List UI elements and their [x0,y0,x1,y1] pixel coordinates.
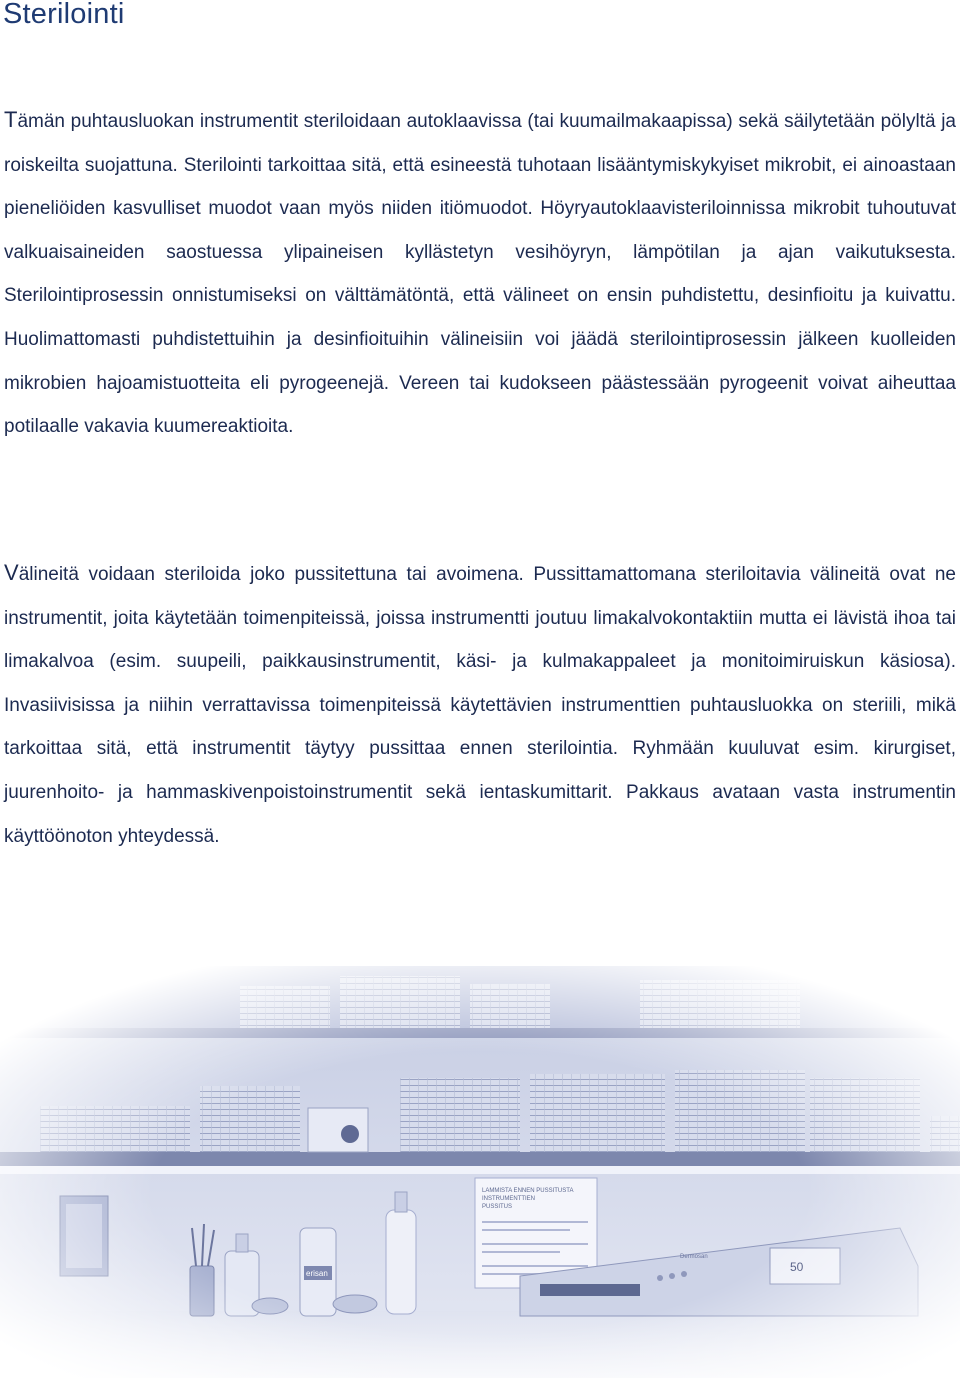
paragraph-1 [4,98,956,449]
paragraph-1-text: ämän puhtausluokan instrumentit steriloidaan autoklaavissa (tai kuumailmakaapissa) sekä säilytetään pölyltä ja roiskeilta suojattuna. Sterilointi tarkoittaa sitä, että esineestä tuhotaan lisääntymiskykyiset mikrobit, ei ainoastaan pieneliöiden kasvulliset muodot vaan myös niiden itiömuodot. Höyryautoklaavisteriloinnissa mikrobit tuhoutuvat valkuaisaineiden saostuessa ylipaineisen kyllästetyn vesihöyryn, lämpötilan ja ajan vaikutuksesta. Sterilointiprosessin onnistumiseksi on välttämätöntä, että välineet on ensin puhdistettu, desinfioitu ja kuivattu. Huolimattomasti puhdistettuihin ja desinfioituihin välineisiin voi jäädä sterilointiprosessin jälkeen kuolleiden mikrobien hajoamistuotteita eli pyrogeenejä. Vereen tai kudokseen päästessään pyrogeenit voivat aiheuttaa potilaalle vakavia kuumereaktioita. [4,111,956,438]
paragraph-2-text: älineitä voidaan steriloida joko pussitettuna tai avoimena. Pussittamattomana steriloitavia välineitä ovat ne instrumentit, joita käytetään toimenpiteissä, joissa instrumentti joutuu limakalvokontaktiin mutta ei lävistä ihoa tai limakalvoa (esim. suupeili, paikkausinstrumentit, käsi- ja kulmakappaleet ja monitoimiruiskun käsiosa). Invasiivisissa ja niihin verrattavissa toimenpiteissä käytettävien instrumenttien puhtausluokka on steriili, mikä tarkoittaa sitä, että instrumentit täytyy pussittaa ennen sterilointia. Ryhmään kuuluvat esim. kirurgiset, juurenhoito- ja hammaskivenpoistoinstrumentit sekä ientaskumittarit. Pakkaus avataan vasta instrumentin käyttöönoton yhteydessä. [4,564,956,847]
photo-illustration [0,966,960,1378]
sterilization-room-photo [0,966,960,1378]
paragraph-1-dropcap: T [4,107,18,132]
photo-vignette [0,966,960,1378]
page-title: Sterilointi [3,0,125,30]
paragraph-2 [4,551,956,858]
paragraph-2-dropcap: V [4,560,19,585]
